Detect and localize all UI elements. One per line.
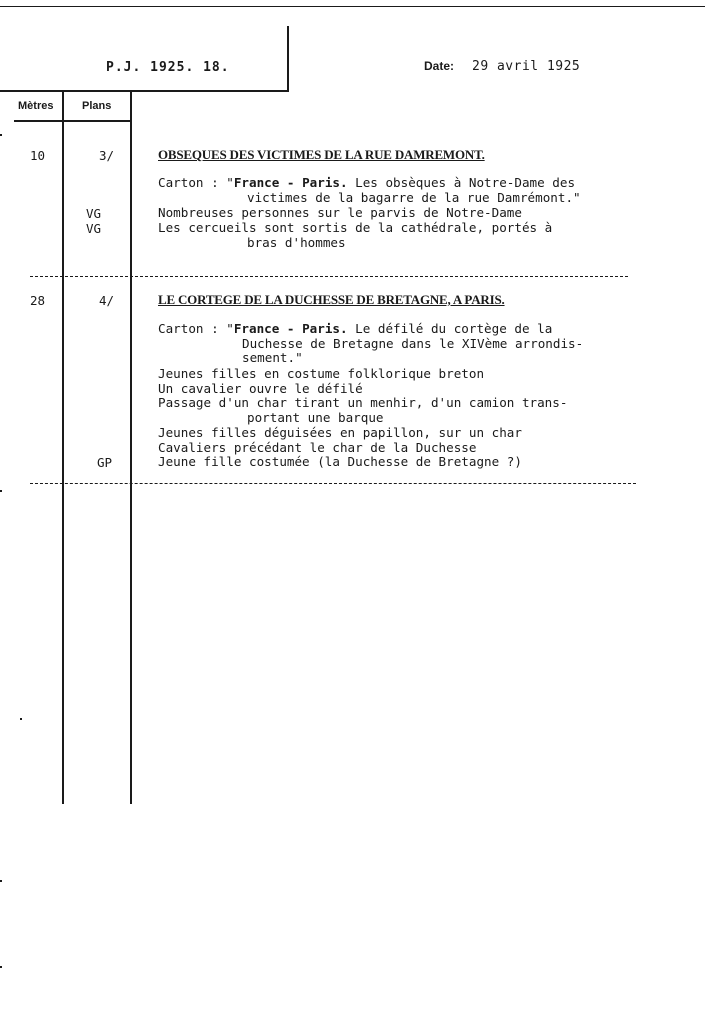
top-rule	[0, 6, 705, 7]
section-2-carton-bold: France - Paris.	[233, 321, 348, 336]
section-1-shot-2-continuation: bras d'hommes	[247, 235, 346, 250]
scan-speck	[0, 490, 2, 492]
date-value: 29 avril 1925	[472, 59, 581, 74]
header-box-bottom-edge	[0, 90, 289, 92]
section-2-metres: 28	[30, 293, 46, 308]
section-1-metres: 10	[30, 148, 46, 163]
section-2-last-code: GP	[97, 455, 113, 470]
scan-speck	[20, 718, 22, 720]
section-2-line-2: Un cavalier ouvre le défilé	[158, 380, 363, 396]
section-separator-2	[30, 483, 636, 484]
section-2-line-3: Passage d'un char tirant un menhir, d'un camion trans-	[158, 395, 568, 411]
section-1-carton-line-1	[158, 176, 581, 191]
section-2-description	[158, 367, 567, 470]
section-1-carton-prefix: Carton : "	[158, 175, 234, 190]
section-2-line-7: Jeune fille costumée (la Duchesse de Bretagne ?)	[158, 454, 522, 470]
scan-speck	[0, 966, 2, 968]
section-2-title: LE CORTEGE DE LA DUCHESSE DE BRETAGNE, A PARIS.	[158, 292, 505, 307]
column-header-metres: Mètres	[18, 100, 54, 112]
section-1-shot-2-text: Les cercueils sont sortis de la cathédrale, portés à	[158, 220, 553, 235]
section-separator-1	[30, 276, 628, 277]
section-1-shot-1-code: VG	[86, 206, 102, 221]
scan-speck	[0, 134, 2, 136]
column-header-underline-plans	[64, 120, 130, 122]
section-2-carton	[158, 322, 583, 366]
document-reference: P.J. 1925. 18.	[106, 60, 230, 75]
column-rule-right	[130, 92, 132, 804]
date-label: Date:	[424, 59, 455, 73]
scan-speck	[0, 880, 2, 882]
section-1-plan-number: 3/	[98, 148, 114, 163]
section-2-line-6: Cavaliers précédant le char de la Duchesse	[158, 439, 477, 455]
section-2-plan-number: 4/	[98, 293, 114, 308]
header-box-right-edge	[287, 26, 289, 92]
section-2-carton-prefix: Carton : "	[158, 321, 234, 336]
section-1-carton-text-1: Les obsèques à Notre-Dame des	[347, 175, 576, 190]
column-rule-left	[62, 92, 64, 804]
section-2-carton-line-1	[158, 322, 583, 337]
section-1-shot-1-text: Nombreuses personnes sur le parvis de Notre-Dame	[158, 205, 522, 220]
column-header-underline-metres	[14, 120, 62, 122]
section-1-carton-bold: France - Paris.	[233, 175, 348, 190]
column-header-plans: Plans	[82, 100, 112, 112]
section-2-carton-line-3: sement."	[242, 350, 303, 366]
section-1-shot-2-code: VG	[86, 221, 102, 236]
section-2-line-5: Jeunes filles déguisées en papillon, sur un char	[158, 424, 522, 440]
section-1-carton-line-2: victimes de la bagarre de la rue Damrémont."	[247, 189, 581, 205]
section-2-carton-line-2: Duchesse de Bretagne dans le XIVème arrondis-	[242, 335, 584, 351]
section-2-line-1: Jeunes filles en costume folklorique breton	[158, 366, 485, 381]
section-2-carton-text-1: Le défilé du cortège de la	[347, 321, 553, 336]
section-1-carton	[158, 176, 581, 205]
section-2-line-4: portant une barque	[247, 410, 384, 426]
section-1-title: OBSEQUES DES VICTIMES DE LA RUE DAMREMONT.	[158, 147, 485, 162]
